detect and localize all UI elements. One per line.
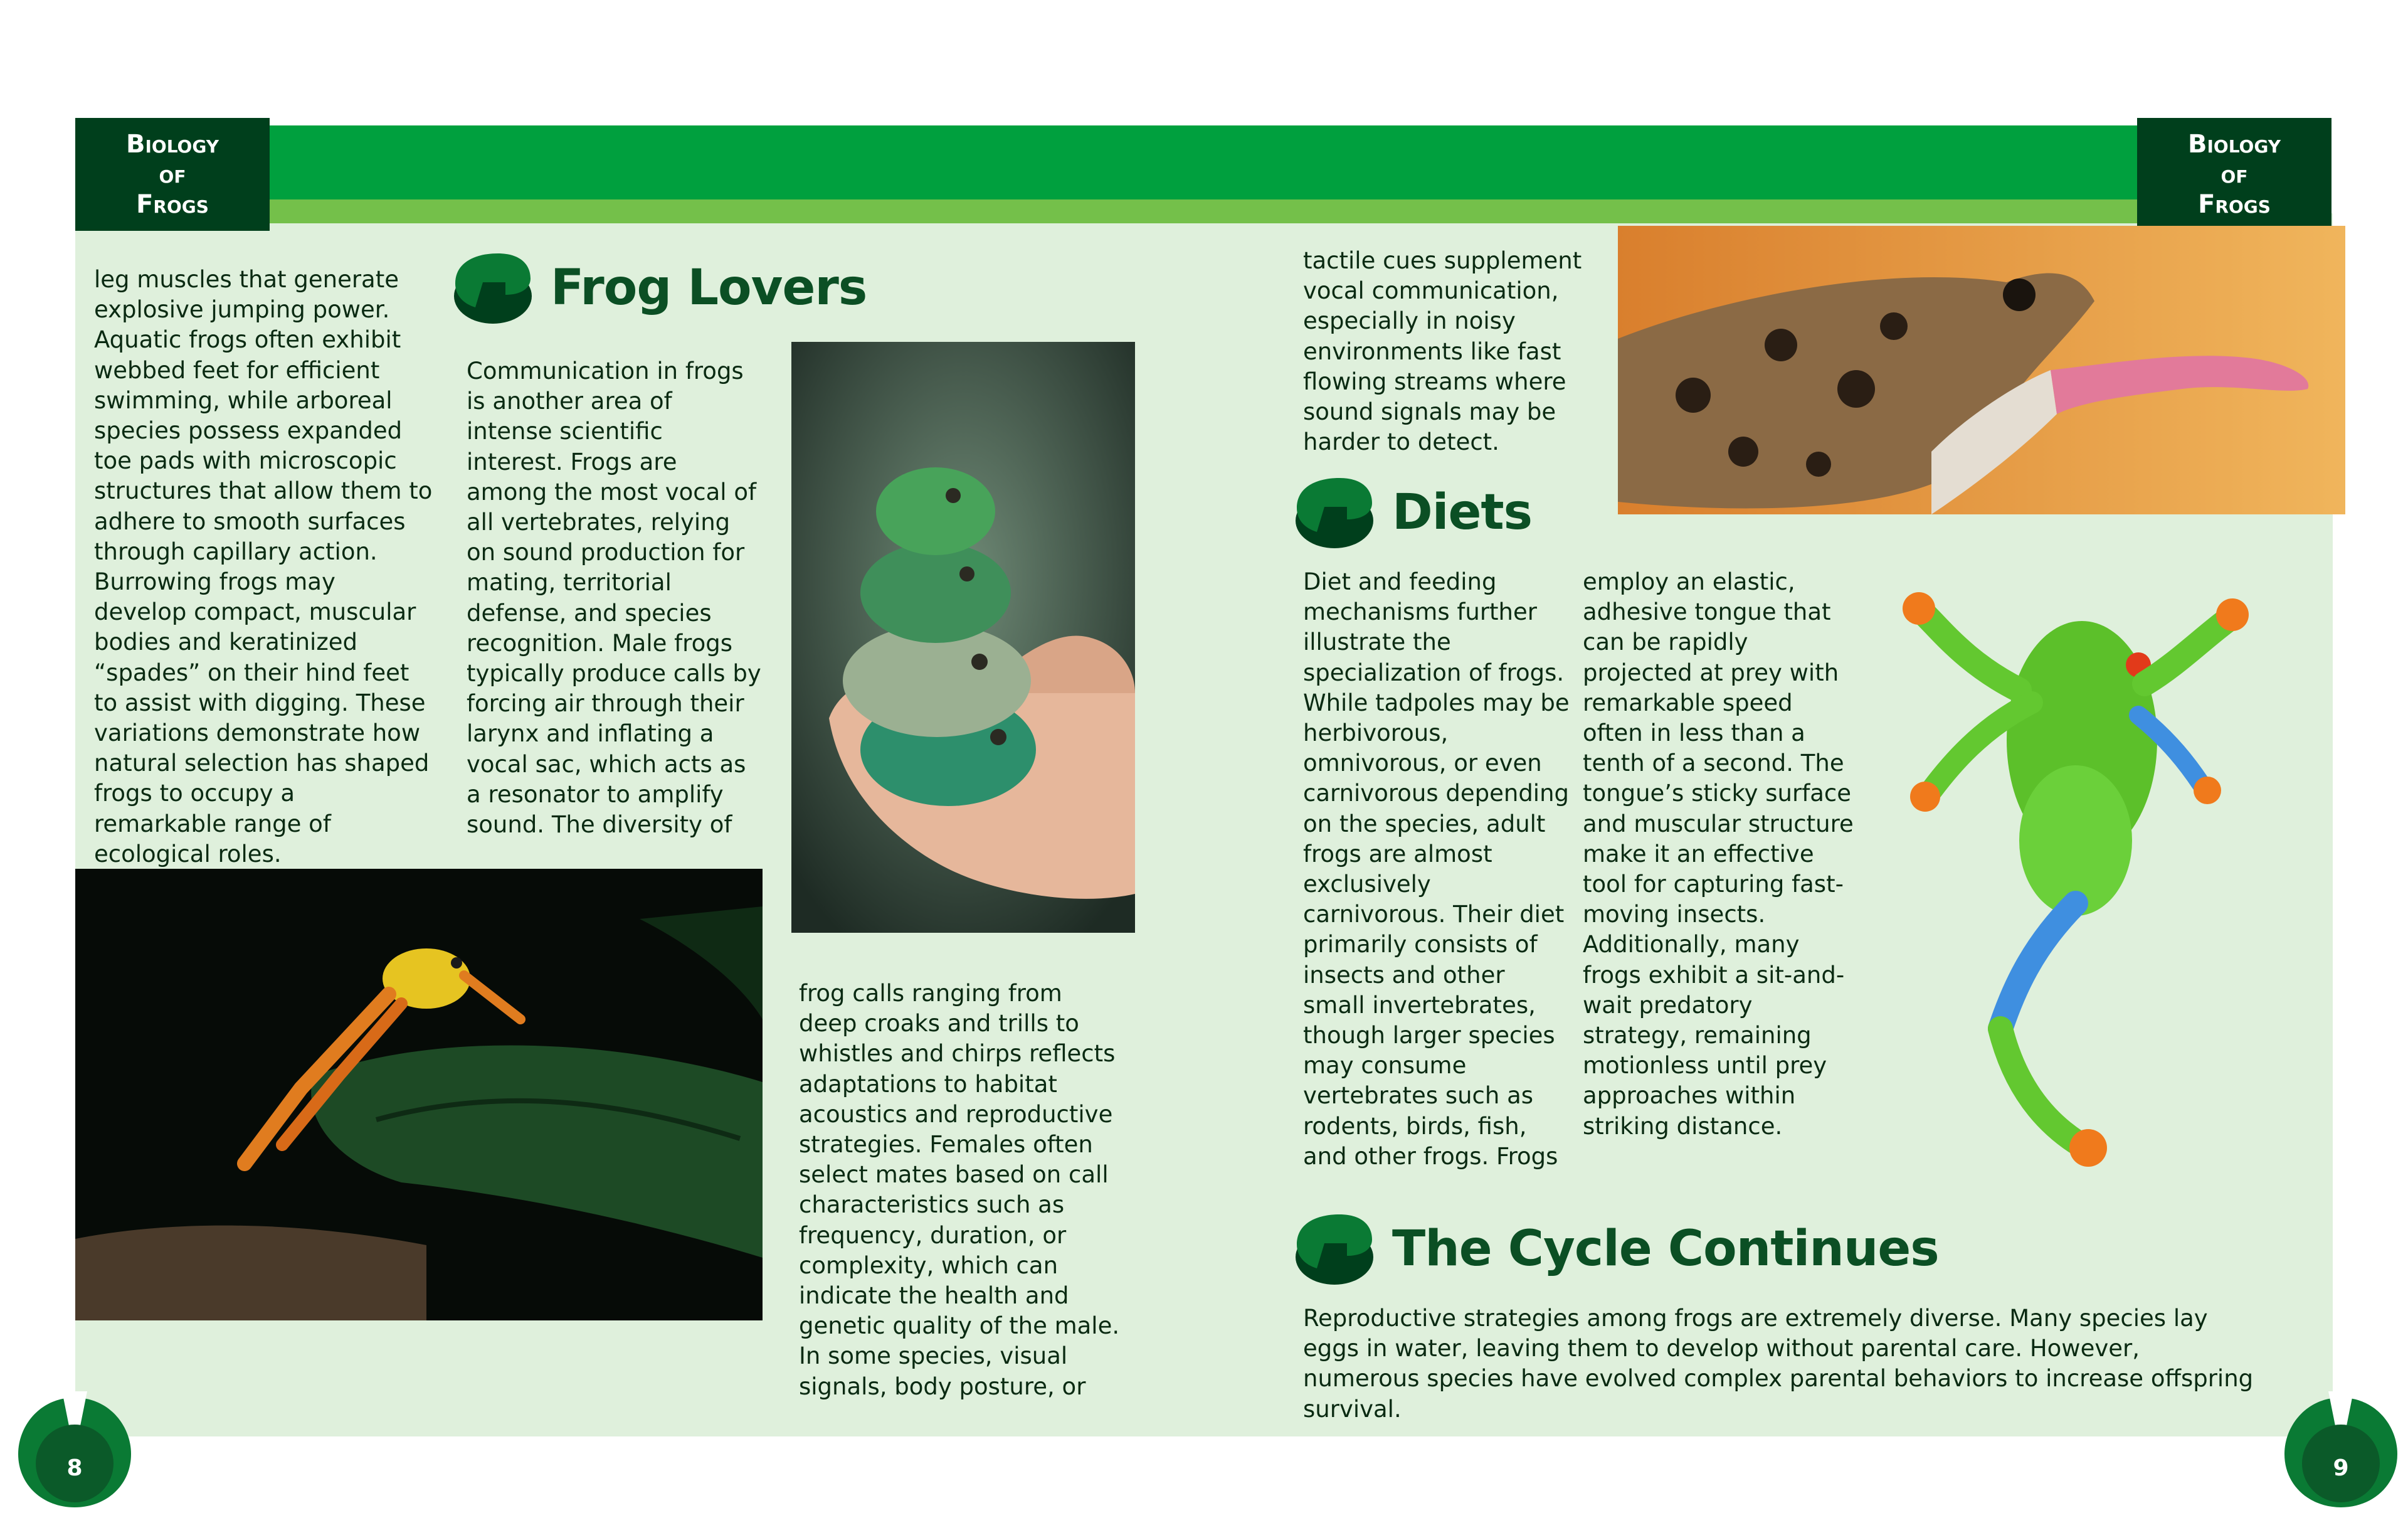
tab-word: Frogs xyxy=(136,190,209,219)
section-tab-left xyxy=(75,118,270,231)
left-column-1 xyxy=(94,265,433,869)
tree-frog-photo xyxy=(1875,577,2289,1204)
header-band xyxy=(270,125,2145,201)
cycle-heading xyxy=(1292,1212,1939,1286)
tab-word: of xyxy=(2221,160,2248,189)
body-text: employ an elastic, adhesive tongue that can be rapidly projected at prey with remarkable speed often in less than a tenth of a second. The tongue’s sticky surface and muscular structure make it an effective tool for capturing fast-moving insects. Additionally, many frogs exhibit a sit-and-wait predatory strategy, remaining motionless until prey approaches within striking distance. xyxy=(1583,568,1854,1140)
diets-column-1 xyxy=(1303,567,1573,1172)
body-text: tactile cues supplement vocal communication, especially in noisy environments like fast flowing streams where sound signals may be harder to detect. xyxy=(1303,247,1582,456)
tab-word: Biology xyxy=(2188,130,2281,159)
body-text: frog calls ranging from deep croaks and trills to whistles and chirps reflects adaptations to habitat acoustics and reproductive strategies. Females often select mates based on call characteristics such as frequency, duration, or complexity, which can indicate the health and genetic quality of the male. In some species, visual signals, body posture, or xyxy=(799,980,1120,1400)
heading-text: Frog Lovers xyxy=(551,260,867,316)
body-text: leg muscles that generate explosive jumping power. Aquatic frogs often exhibit webbed feet for efficient swimming, while arboreal species possess expanded toe pads with microscopic structures that allow them to adhere to smooth surfaces through capillary action. Burrowing frogs may develop compact, muscular bodies and keratinized “spades” on their hind feet to assist with digging. These variations demonstrate how natural selection has shaped frogs to occupy a remarkable range of ecological roles. xyxy=(94,266,433,868)
tab-word: of xyxy=(159,160,186,189)
lily-pad-icon xyxy=(1292,475,1375,549)
section-tab-right xyxy=(2137,118,2331,231)
tab-word: Biology xyxy=(126,130,219,159)
page-number: 8 xyxy=(66,1455,83,1481)
tab-word: Frogs xyxy=(2198,190,2271,219)
diets-heading xyxy=(1292,475,1532,549)
frog-stack-photo xyxy=(791,342,1135,933)
left-column-3 xyxy=(799,979,1125,1402)
lily-pad-icon xyxy=(450,251,533,325)
body-text: Reproductive strategies among frogs are extremely diverse. Many species lay eggs in water, leaving them to develop without parental care. However, numerous species have evolved complex parental behaviors to increase offspring survival. xyxy=(1303,1305,2254,1423)
page-number: 9 xyxy=(2333,1455,2349,1481)
diets-column-2 xyxy=(1583,567,1859,1142)
heading-text: The Cycle Continues xyxy=(1392,1221,1939,1277)
left-column-2 xyxy=(467,356,761,840)
body-text: Diet and feeding mechanisms further illustrate the specialization of frogs. While tadpoles may be herbivorous, omnivorous, or even carnivorous depending on the species, adult frogs are almost exclusively carnivorous. Their diet primarily consists of insects and other small invertebrates, though larger species may consume vertebrates such as rodents, birds, fish, and other frogs. Frogs xyxy=(1303,568,1570,1170)
tongue-frog-photo xyxy=(1618,226,2345,514)
header-band-light xyxy=(270,199,2145,223)
leaping-frog-photo xyxy=(75,869,763,1320)
lily-pad-icon xyxy=(15,1391,134,1510)
page-number-right xyxy=(2281,1391,2400,1510)
frog-lovers-heading xyxy=(450,251,867,325)
lily-pad-icon xyxy=(2281,1391,2400,1510)
body-text: Communication in frogs is another area of intense scientific interest. Frogs are among the most vocal of all vertebrates, relying on sound production for mating, territorial defense, and species recognition. Male frogs typically produce calls by forcing air through their larynx and inflating a vocal sac, which acts as a resonator to amplify sound. The diversity of xyxy=(467,358,761,839)
right-column-top xyxy=(1303,246,1617,457)
page-number-left xyxy=(15,1391,134,1510)
cycle-text xyxy=(1303,1303,2263,1425)
lily-pad-icon xyxy=(1292,1212,1375,1286)
heading-text: Diets xyxy=(1392,484,1533,541)
